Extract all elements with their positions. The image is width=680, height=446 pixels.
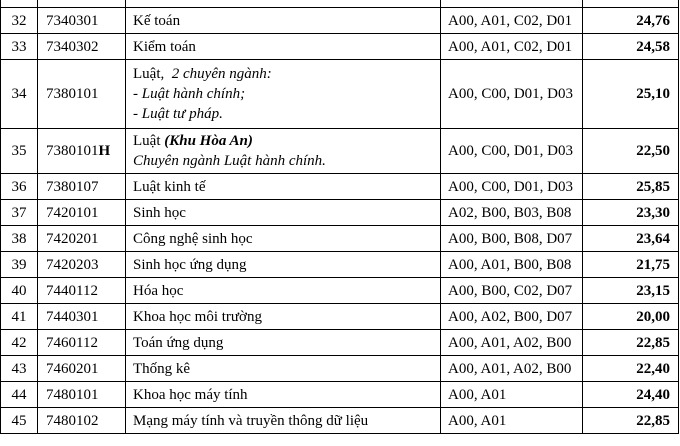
code-text: 7380101 bbox=[46, 143, 99, 159]
score-cell: 24,76 bbox=[583, 8, 679, 34]
specialization-1: - Luật hành chính; bbox=[133, 86, 246, 102]
table-row bbox=[1, 226, 679, 252]
score-cell: 22,85 bbox=[583, 408, 679, 434]
code-cell bbox=[38, 0, 126, 8]
table-row bbox=[1, 60, 679, 129]
stt-cell: 33 bbox=[1, 34, 38, 60]
combo-cell: A00, C00, D01, D03 bbox=[441, 129, 583, 174]
campus-label: (Khu Hòa An) bbox=[164, 133, 253, 149]
table-row bbox=[1, 200, 679, 226]
code-cell: 7480102 bbox=[38, 408, 126, 434]
table-row bbox=[1, 408, 679, 434]
stt-cell: 34 bbox=[1, 60, 38, 129]
table-row bbox=[1, 304, 679, 330]
stt-cell: 42 bbox=[1, 330, 38, 356]
name-cell: Kiểm toán bbox=[126, 34, 441, 60]
combo-cell bbox=[441, 0, 583, 8]
code-suffix: H bbox=[98, 143, 111, 159]
code-cell: 7420201 bbox=[38, 226, 126, 252]
score-cell: 23,64 bbox=[583, 226, 679, 252]
code-cell: 7440301 bbox=[38, 304, 126, 330]
score-cell: 25,10 bbox=[583, 60, 679, 129]
name-cell bbox=[126, 60, 441, 129]
stt-cell: 37 bbox=[1, 200, 38, 226]
score-cell: 25,85 bbox=[583, 174, 679, 200]
combo-cell: A02, B00, B03, B08 bbox=[441, 200, 583, 226]
name-cell: Khoa học máy tính bbox=[126, 382, 441, 408]
specialization-2: - Luật tư pháp. bbox=[133, 106, 223, 122]
table-row bbox=[1, 278, 679, 304]
table-row bbox=[1, 8, 679, 34]
stt-cell: 44 bbox=[1, 382, 38, 408]
program-name: Luật bbox=[133, 133, 161, 149]
score-cell: 20,00 bbox=[583, 304, 679, 330]
table-row bbox=[1, 330, 679, 356]
program-name: Luật, bbox=[133, 66, 165, 82]
name-cell: Công nghệ sinh học bbox=[126, 226, 441, 252]
code-cell: 7420203 bbox=[38, 252, 126, 278]
name-cell: Kế toán bbox=[126, 8, 441, 34]
combo-cell: A00, A01 bbox=[441, 408, 583, 434]
name-cell: Sinh học ứng dụng bbox=[126, 252, 441, 278]
combo-cell: A00, A01, B00, B08 bbox=[441, 252, 583, 278]
table-row bbox=[1, 129, 679, 174]
combo-cell: A00, A01, C02, D01 bbox=[441, 8, 583, 34]
program-note: 2 chuyên ngành: bbox=[171, 66, 272, 82]
specialization-1: Chuyên ngành Luật hành chính. bbox=[133, 153, 326, 169]
code-cell: 7380107 bbox=[38, 174, 126, 200]
code-cell: 7420101 bbox=[38, 200, 126, 226]
stt-cell: 38 bbox=[1, 226, 38, 252]
score-cell: 24,58 bbox=[583, 34, 679, 60]
score-cell: 22,85 bbox=[583, 330, 679, 356]
score-cell: 24,40 bbox=[583, 382, 679, 408]
code-cell bbox=[38, 129, 126, 174]
combo-cell: A00, B00, B08, D07 bbox=[441, 226, 583, 252]
combo-cell: A00, B00, C02, D07 bbox=[441, 278, 583, 304]
stt-cell: 39 bbox=[1, 252, 38, 278]
code-cell: 7460112 bbox=[38, 330, 126, 356]
stt-cell bbox=[1, 0, 38, 8]
table-row bbox=[1, 0, 679, 8]
table-row bbox=[1, 252, 679, 278]
code-cell: 7380101 bbox=[38, 60, 126, 129]
stt-cell: 41 bbox=[1, 304, 38, 330]
code-cell: 7460201 bbox=[38, 356, 126, 382]
score-cell: 22,50 bbox=[583, 129, 679, 174]
stt-cell: 36 bbox=[1, 174, 38, 200]
name-cell: Khoa học môi trường bbox=[126, 304, 441, 330]
name-cell: Luật kinh tế bbox=[126, 174, 441, 200]
stt-cell: 40 bbox=[1, 278, 38, 304]
code-cell: 7480101 bbox=[38, 382, 126, 408]
name-cell: Mạng máy tính và truyền thông dữ liệu bbox=[126, 408, 441, 434]
table-row bbox=[1, 174, 679, 200]
score-cell: 23,15 bbox=[583, 278, 679, 304]
code-cell: 7440112 bbox=[38, 278, 126, 304]
combo-cell: A00, A01, C02, D01 bbox=[441, 34, 583, 60]
name-cell: Hóa học bbox=[126, 278, 441, 304]
combo-cell: A00, C00, D01, D03 bbox=[441, 60, 583, 129]
name-cell bbox=[126, 0, 441, 8]
stt-cell: 45 bbox=[1, 408, 38, 434]
combo-cell: A00, A01 bbox=[441, 382, 583, 408]
score-cell: 23,30 bbox=[583, 200, 679, 226]
name-cell: Thống kê bbox=[126, 356, 441, 382]
code-cell: 7340301 bbox=[38, 8, 126, 34]
code-cell: 7340302 bbox=[38, 34, 126, 60]
score-cell: 21,75 bbox=[583, 252, 679, 278]
combo-cell: A00, C00, D01, D03 bbox=[441, 174, 583, 200]
name-cell: Sinh học bbox=[126, 200, 441, 226]
stt-cell: 43 bbox=[1, 356, 38, 382]
table-row bbox=[1, 356, 679, 382]
combo-cell: A00, A01, A02, B00 bbox=[441, 356, 583, 382]
table-row bbox=[1, 34, 679, 60]
name-cell bbox=[126, 129, 441, 174]
name-cell: Toán ứng dụng bbox=[126, 330, 441, 356]
score-cell bbox=[583, 0, 679, 8]
combo-cell: A00, A02, B00, D07 bbox=[441, 304, 583, 330]
combo-cell: A00, A01, A02, B00 bbox=[441, 330, 583, 356]
table-row bbox=[1, 382, 679, 408]
score-cell: 22,40 bbox=[583, 356, 679, 382]
stt-cell: 35 bbox=[1, 129, 38, 174]
stt-cell: 32 bbox=[1, 8, 38, 34]
